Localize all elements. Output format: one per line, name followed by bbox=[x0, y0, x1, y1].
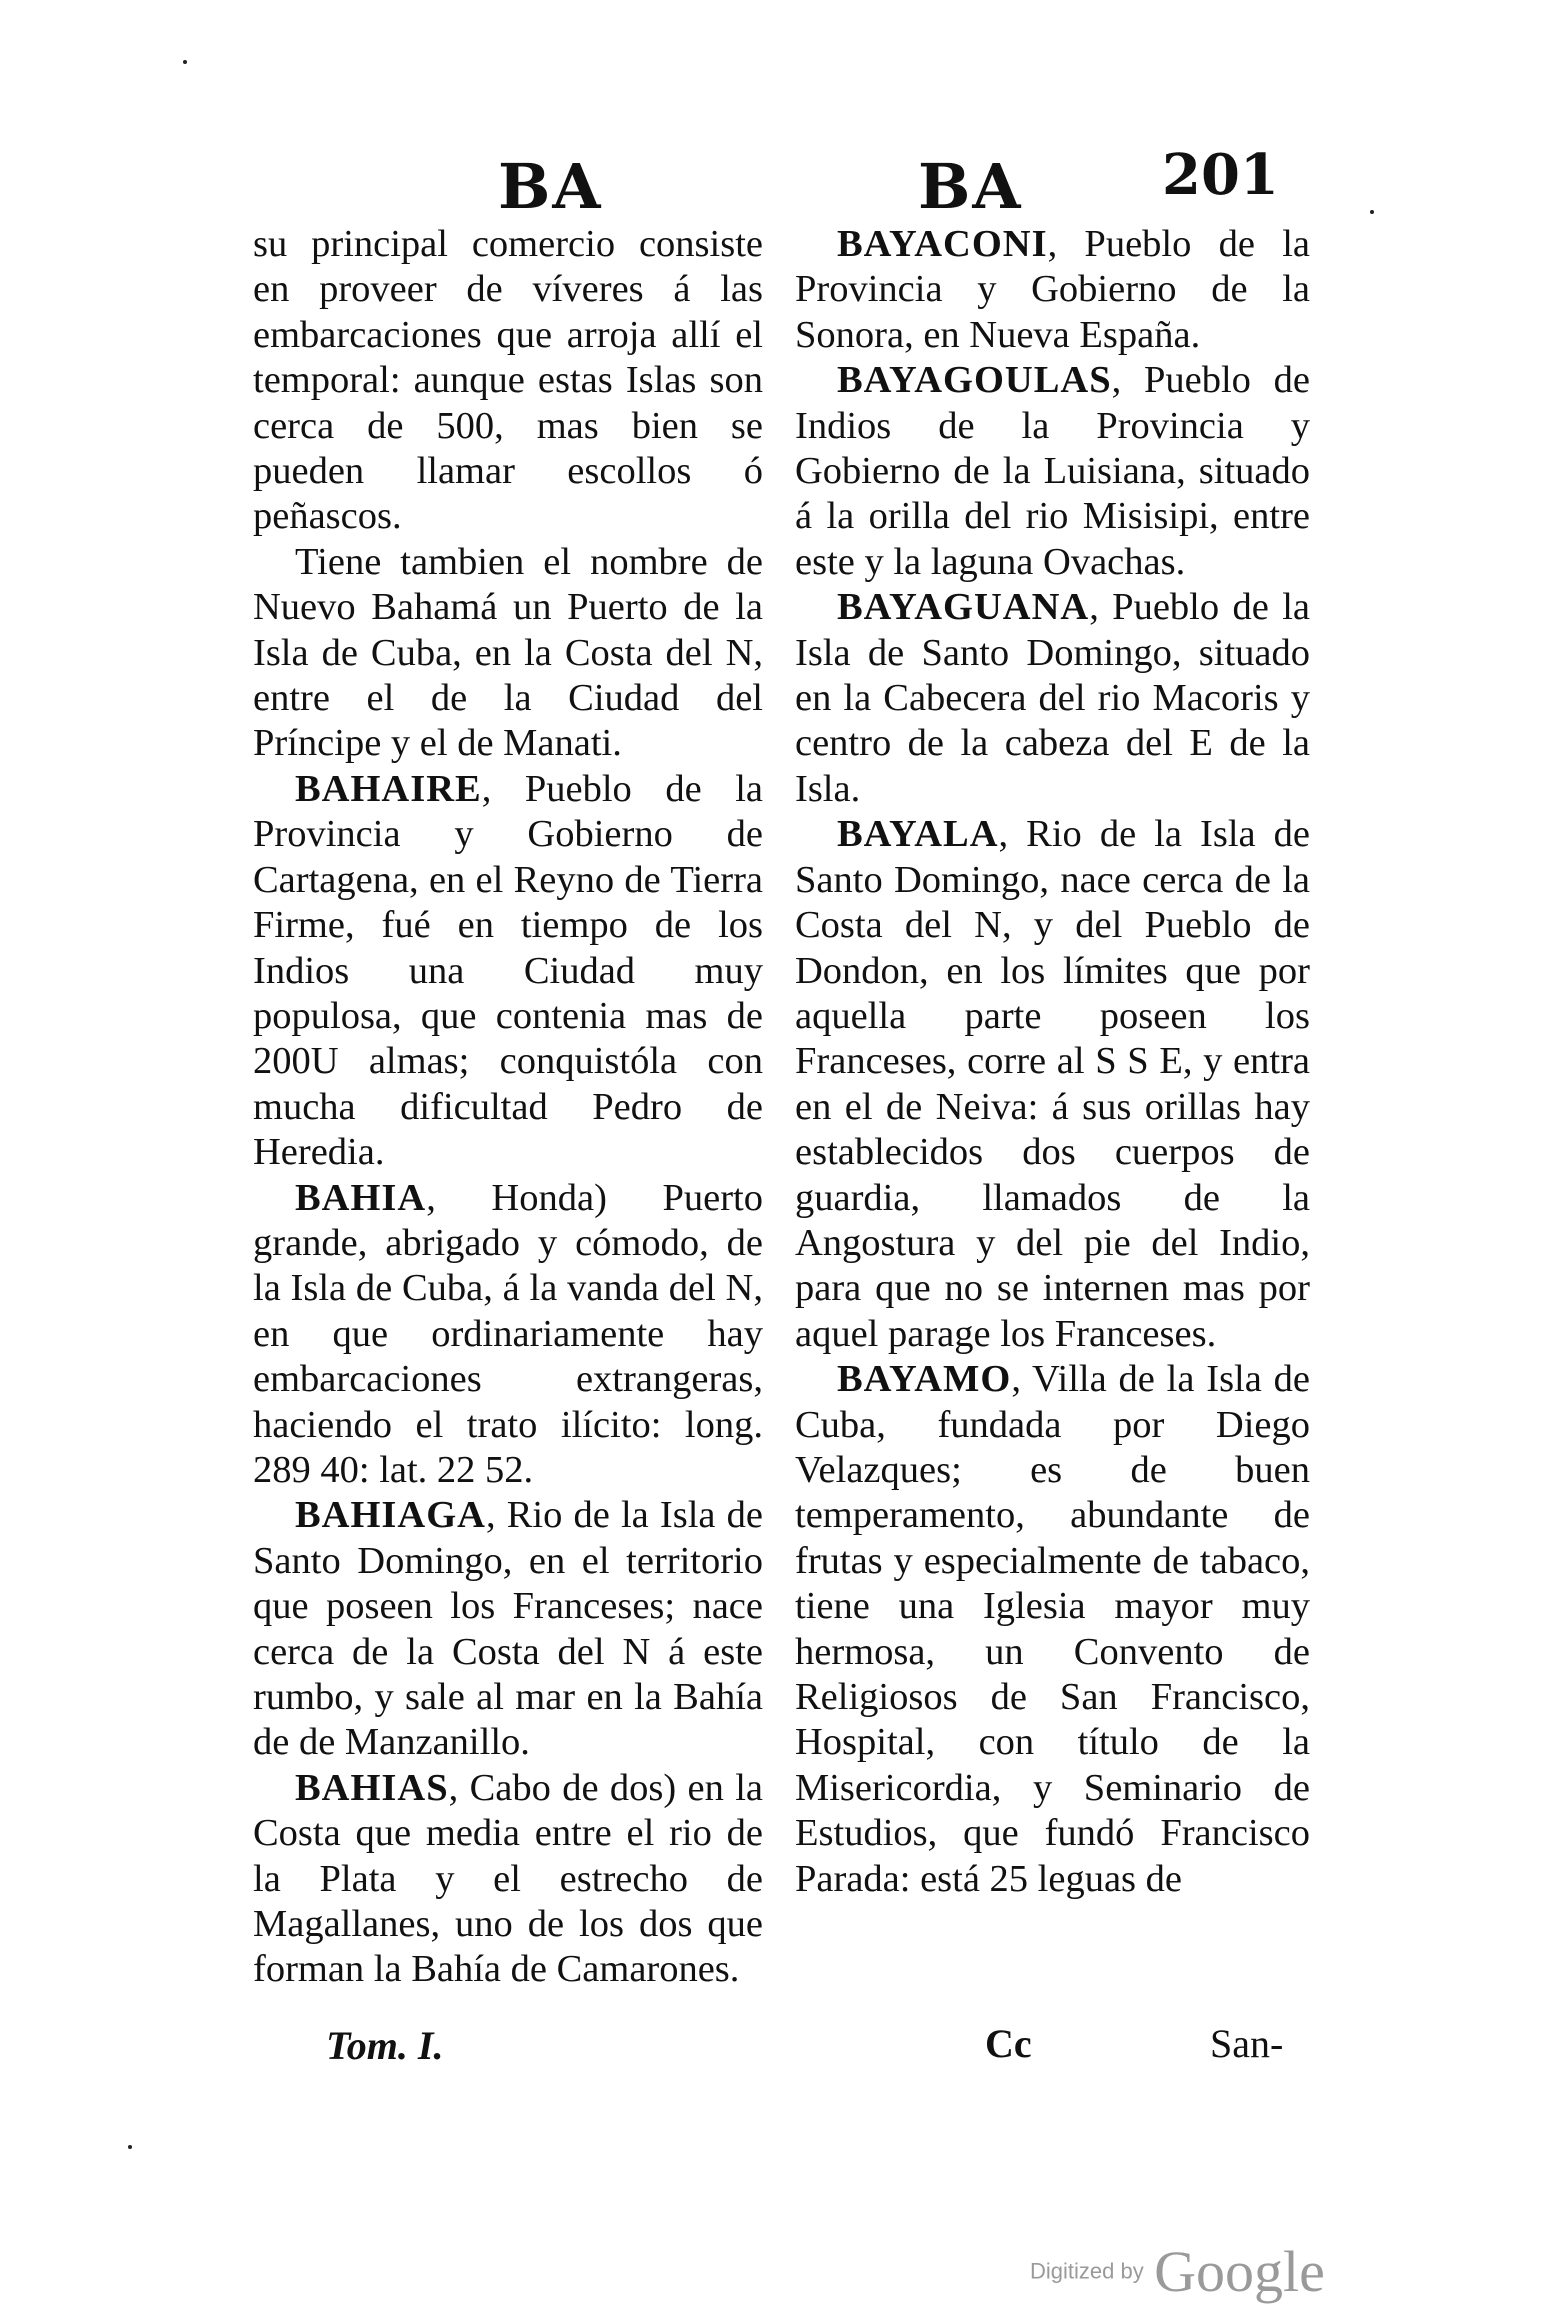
dictionary-entry bbox=[253, 1176, 763, 1494]
print-speck bbox=[1370, 210, 1374, 214]
dictionary-entry bbox=[795, 1357, 1310, 1902]
print-speck bbox=[183, 60, 187, 64]
entry-headword: BAHAIRE bbox=[295, 767, 482, 810]
entry-text: , Pueblo de la Provincia y Gobierno de Cartagena, en el Reyno de Tierra Firme, fué en tiempo de los Indios una Ciudad muy populosa, que contenia mas de 200U almas; conquistóla con mucha dificultad Pedro de Heredia. bbox=[253, 767, 763, 1174]
dictionary-entry bbox=[795, 812, 1310, 1357]
dictionary-entry bbox=[795, 358, 1310, 585]
right-column bbox=[795, 222, 1310, 1902]
running-head-right: BA bbox=[918, 150, 1023, 223]
page-number: 201 bbox=[1162, 142, 1279, 208]
dictionary-entry bbox=[795, 585, 1310, 812]
entry-text: , Pueblo de la Isla de Santo Domingo, situado en la Cabecera del rio Macoris y centro de la cabeza del E de la Isla. bbox=[795, 586, 1310, 810]
entry-text: , Cabo de dos) en la Costa que media entre el rio de la Plata y el estrecho de Magallanes, uno de los dos que forman la Bahía de Camarones. bbox=[253, 1766, 763, 1991]
entry-headword: BAHIA bbox=[295, 1176, 427, 1219]
entry-headword: BAHIAGA bbox=[295, 1494, 486, 1537]
gathering-mark: Cc bbox=[985, 2021, 1032, 2066]
entry-text: su principal comercio consiste en proveer de víveres á las embarcaciones que arroja allí el temporal: aunque estas Islas son cerca de 500, mas bien se pueden llamar escollos ó peñascos. bbox=[253, 223, 763, 538]
entry-headword: BAYAGOULAS bbox=[837, 359, 1112, 402]
entry-text: , Pueblo de la Provincia y Gobierno de la Sonora, en Nueva España. bbox=[795, 223, 1310, 356]
left-column bbox=[253, 222, 763, 1993]
dictionary-entry bbox=[253, 540, 763, 767]
volume-signature: Tom. I. bbox=[326, 2023, 444, 2068]
dictionary-entry bbox=[253, 222, 763, 540]
catchword: San- bbox=[1210, 2021, 1284, 2066]
dictionary-entry bbox=[253, 1493, 763, 1765]
entry-headword: BAYAGUANA bbox=[837, 586, 1090, 629]
entry-headword: BAHIAS bbox=[295, 1766, 449, 1809]
entry-text: , Rio de la Isla de Santo Domingo, en el territorio que poseen los Franceses; nace cerca de la Costa del N á este rumbo, y sale al mar en la Bahía de de Manzanillo. bbox=[253, 1494, 763, 1764]
entry-text: , Villa de la Isla de Cuba, fundada por Diego Velazques; es de buen temperamento, abundante de frutas y especialmente de tabaco, tiene una Iglesia mayor muy hermosa, un Convento de Religiosos de San Francisco, Hospital, con título de la Misericordia, y Seminario de Estudios, que fundó Francisco Parada: está 25 leguas de bbox=[795, 1358, 1310, 1900]
entry-text: , Pueblo de Indios de la Provincia y Gobierno de la Luisiana, situado á la orilla del rio Misisipi, entre este y la laguna Ovachas. bbox=[795, 359, 1310, 583]
dictionary-entry bbox=[253, 1766, 763, 1993]
digitization-watermark bbox=[1030, 2238, 1325, 2305]
entry-headword: BAYALA bbox=[837, 813, 999, 856]
entry-headword: BAYAMO bbox=[837, 1358, 1012, 1401]
running-head-left: BA bbox=[498, 150, 603, 223]
print-speck bbox=[128, 2145, 132, 2149]
entry-text: Tiene tambien el nombre de Nuevo Bahamá un Puerto de la Isla de Cuba, en la Costa del N, entre el de la Ciudad del Príncipe y el de Manati. bbox=[253, 540, 763, 765]
entry-text: , Honda) Puerto grande, abrigado y cómodo, de la Isla de Cuba, á la vanda del N, en que ordinariamente hay embarcaciones extrangeras, haciendo el trato ilícito: long. 289 40: lat. 22 52. bbox=[253, 1176, 763, 1491]
entry-text: , Rio de la Isla de Santo Domingo, nace cerca de la Costa del N, y del Pueblo de Dondon, en los límites que por aquella parte poseen los Franceses, corre al S S E, y entra en el de Neiva: á sus orillas hay establecidos dos cuerpos de guardia, llamados de la Angostura y del pie del Indio, para que no se internen mas por aquel parage los Franceses. bbox=[795, 813, 1310, 1355]
entry-headword: BAYACONI bbox=[837, 223, 1048, 265]
dictionary-entry bbox=[795, 222, 1310, 358]
dictionary-entry bbox=[253, 767, 763, 1176]
watermark-brand: Google bbox=[1154, 2239, 1325, 2304]
watermark-prefix: Digitized by bbox=[1030, 2258, 1144, 2284]
